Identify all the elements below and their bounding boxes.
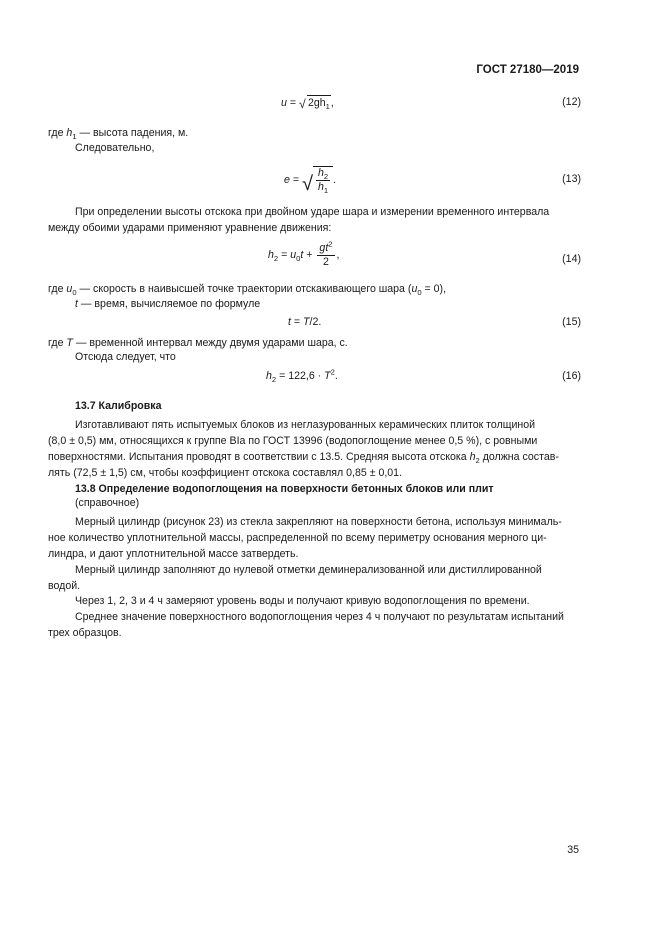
- equation-13-number: (13): [562, 173, 581, 185]
- equation-15-body: t = T/2.: [288, 316, 322, 328]
- section-13-7-text: Изготавливают пять испытуемых блоков из неглазурованных керамических плиток толщиной (8,0 ± 0,5) мм, относящихся к группе BIa по ГОСТ 13996 (водопоглощение менее 0,5 %), с ровными поверхностями. Испытания проводят в соответствии с 13.5. Средняя высота отскока $h_2$ должна состав- лять (72,5 ± 1,5) см, чтобы коэффициент отскока составлял 0,85 ± 0,01.: [48, 419, 559, 479]
- document-code: ГОСТ 27180—2019: [476, 64, 579, 76]
- equation-15-number: (15): [562, 316, 581, 328]
- equation-13-body: e = √ $\frac{h_2}{h_1}$ .: [284, 167, 337, 196]
- definition-T: где T — временной интервал между двумя ударами шара, с.: [48, 337, 348, 349]
- motion-equation-intro: При определении высоты отскока при двойном ударе шара и измерении временного интервала между обоими ударами применяют уравнение движения:: [48, 206, 550, 234]
- page-number: 35: [567, 844, 579, 856]
- therefore-text: Следовательно,: [75, 142, 155, 154]
- equation-16-number: (16): [562, 370, 581, 382]
- hence-text: Отсюда следует, что: [75, 351, 176, 363]
- equation-12-body: u = √ $2gh_1$,: [281, 96, 334, 112]
- section-13-8-text: Мерный цилиндр (рисунок 23) из стекла закрепляют на поверхности бетона, используя минималь- ное количество уплотнительной массы, распределенной по всему периметру основания мерного ци- линдра, и дают уплотнительной массе затвердеть. Мерный цилиндр заполняют до нулевой отметки деминерализованной или дистиллированной водой. Через 1, 2, 3 и 4 ч замеряют уровень воды и получают кривую водопоглощения по времени. Среднее значение поверхностного водопоглощения через 4 ч получают по результатам испытаний трех образцов.: [48, 516, 564, 640]
- definition-t: t — время, вычисляемое по формуле: [75, 298, 261, 310]
- equation-16-body: $h_2 = 122,6 \cdot T^2$.: [266, 367, 338, 385]
- definition-u0: где $u_0$ — скорость в наивысшей точке траектории отскакивающего шара $(u_0 = 0)$,: [48, 283, 447, 298]
- equation-14-number: (14): [562, 253, 581, 265]
- definition-h1: где $h_1$ — высота падения, м.: [48, 127, 189, 142]
- section-13-8-subheading: (справочное): [75, 497, 140, 509]
- section-13-7-heading: 13.7 Калибровка: [75, 400, 162, 412]
- equation-14-body: $h_2 = u_0t$ + $\frac{gt^2}{2}$ ,: [268, 239, 340, 268]
- section-13-8-heading: 13.8 Определение водопоглощения на поверхности бетонных блоков или плит: [75, 483, 494, 495]
- equation-12-number: (12): [562, 96, 581, 108]
